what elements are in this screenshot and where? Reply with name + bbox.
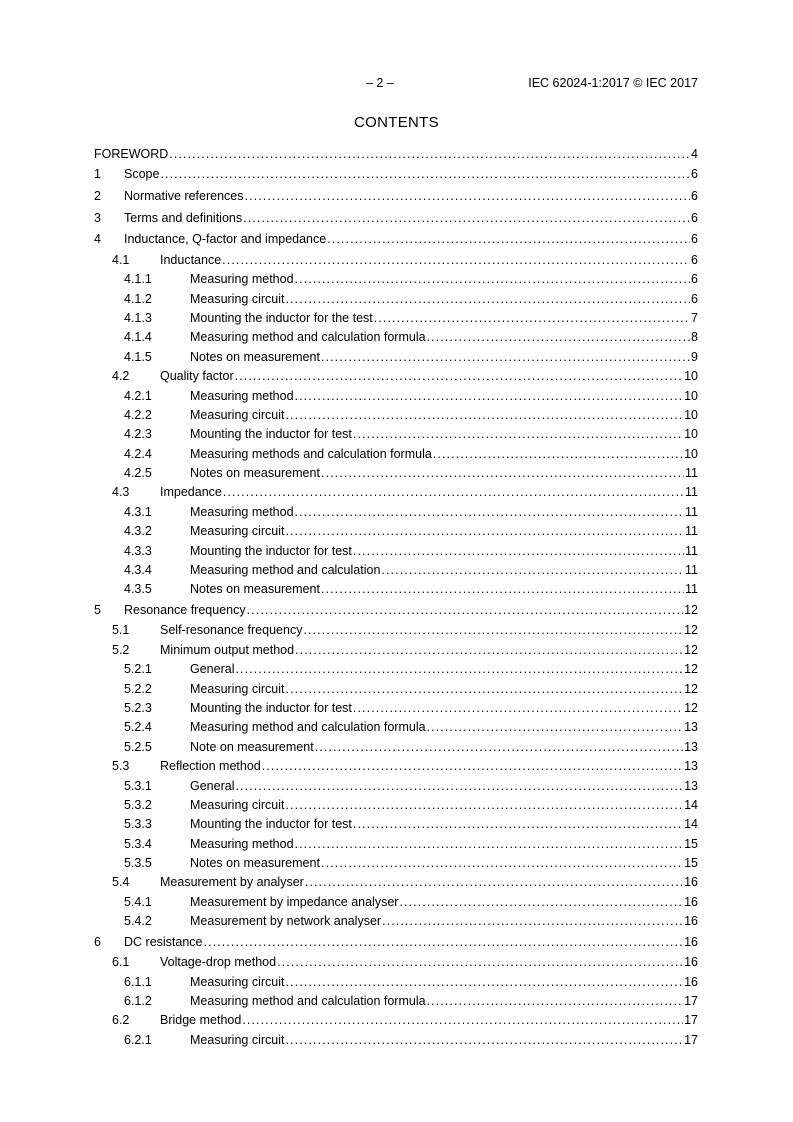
toc-entry-page: 16 [684,974,698,989]
toc-entry-title: Notes on measurement [190,349,320,364]
toc-entry-page: 13 [684,720,698,735]
toc-entry-page: 11 [685,563,698,578]
toc-entry[interactable] [94,580,698,599]
toc-entry-number: 1 [94,167,101,182]
toc-leader-dots [285,796,683,815]
page-title: CONTENTS [354,114,439,131]
toc-entry[interactable] [94,445,698,464]
toc-entry-line [160,483,698,502]
toc-leader-dots [381,561,684,580]
toc-entry-title: General [190,662,235,677]
toc-entry-number: 5.3.5 [124,856,152,871]
toc-entry-title: Measuring circuit [190,407,285,422]
toc-entry-page: 13 [684,778,698,793]
toc-leader-dots [169,145,690,164]
toc-entry[interactable] [94,328,698,347]
toc-entry[interactable] [94,290,698,309]
toc-entry-page: 6 [691,188,698,203]
toc-entry-number: 5.2.2 [124,681,152,696]
toc-entry-title: Measuring circuit [190,1032,285,1047]
toc-entry-line [190,561,698,580]
toc-leader-dots [277,953,683,972]
toc-entry-title: Measuring method and calculation [190,563,381,578]
toc-leader-dots [235,367,683,386]
toc-entry[interactable] [94,367,698,386]
toc-leader-dots [285,406,683,425]
toc-entry-page: 15 [684,836,698,851]
toc-entry-line [190,503,698,522]
toc-entry-page: 10 [684,427,698,442]
toc-entry[interactable] [94,348,698,367]
toc-entry-page: 12 [684,602,698,617]
toc-entry-number: 4.1.5 [124,349,152,364]
toc-entry-page: 6 [691,210,698,225]
toc-entry[interactable] [94,186,698,208]
toc-entry-title: Minimum output method [160,642,295,657]
toc-leader-dots [295,270,691,289]
toc-entry-page: 17 [684,994,698,1009]
toc-entry-title: Note on measurement [190,739,314,754]
toc-entry-page: 6 [691,167,698,182]
toc-leader-dots [427,718,684,737]
toc-entry-page: 11 [685,485,698,500]
toc-entry-title: Measuring method [190,504,294,519]
toc-entry[interactable] [94,406,698,425]
toc-entry-number: 5.2.1 [124,662,152,677]
toc-entry-page: 12 [684,642,698,657]
toc-entry-title: Inductance [160,252,222,267]
toc-entry-title: Measuring circuit [190,524,285,539]
toc-entry-page: 17 [684,1013,698,1028]
toc-entry-title: Measuring methods and calculation formula [190,446,432,461]
toc-entry-line [160,251,698,270]
toc-entry-line [160,873,698,892]
toc-entry-title: Inductance, Q-factor and impedance [124,232,327,247]
toc-entry-page: 17 [684,1032,698,1047]
toc-entry-page: 11 [685,543,698,558]
toc-leader-dots [160,164,690,186]
toc-entry-page: 16 [684,955,698,970]
toc-entry[interactable] [94,208,698,230]
toc-entry-line [190,992,698,1011]
toc-entry-number: 5.4.2 [124,914,152,929]
toc-entry-line [190,406,698,425]
toc-entry[interactable] [94,757,698,776]
toc-entry-line [190,777,698,796]
toc-leader-dots [374,309,690,328]
toc-entry-line [124,208,698,230]
toc-entry-title: Impedance [160,485,222,500]
toc-entry-page: 12 [684,623,698,638]
toc-leader-dots [285,973,683,992]
toc-entry-line [190,796,698,815]
toc-entry[interactable] [94,992,698,1011]
toc-entry-page: 6 [691,291,698,306]
toc-leader-dots [433,445,683,464]
toc-entry-line [190,660,698,679]
toc-entry[interactable] [94,164,698,186]
toc-entry-line [190,348,698,367]
toc-leader-dots [321,348,690,367]
toc-entry[interactable] [94,953,698,972]
toc-entry-line [124,932,698,954]
toc-entry-number: 4.3.2 [124,524,152,539]
toc-entry-number: 4.3.5 [124,582,152,597]
toc-entry-line [190,387,698,406]
toc-entry[interactable] [94,425,698,444]
toc-entry[interactable] [94,699,698,718]
toc-leader-dots [247,600,683,622]
toc-entry[interactable] [94,464,698,483]
toc-entry-line [190,718,698,737]
toc-entry[interactable] [94,503,698,522]
toc-entry-line [190,680,698,699]
toc-entry-number: 4.3.1 [124,504,152,519]
toc-entry-line [160,757,698,776]
toc-entry-line [124,164,698,186]
toc-entry[interactable] [94,660,698,679]
toc-entry-page: 11 [685,504,698,519]
toc-entry-line [190,425,698,444]
toc-entry-number: 5.3 [112,759,130,774]
toc-entry-line [190,580,698,599]
toc-entry-title: Measuring method and calculation formula [190,994,426,1009]
toc-entry[interactable] [94,641,698,660]
toc-entry-line [160,1011,698,1030]
toc-entry-title: Mounting the inductor for test [190,817,352,832]
toc-entry[interactable] [94,145,698,164]
toc-entry-line [190,522,698,541]
toc-entry[interactable] [94,561,698,580]
toc-entry-page: 11 [685,524,698,539]
toc-entry-line [190,738,698,757]
toc-entry-number: 4.2.5 [124,466,152,481]
toc-entry-title: Voltage-drop method [160,955,277,970]
toc-leader-dots [427,328,691,347]
toc-entry-page: 10 [684,407,698,422]
toc-entry-title: Measuring method and calculation formula [190,330,426,345]
toc-entry-page: 11 [685,466,698,481]
toc-entry-number: 5.3.1 [124,778,152,793]
toc-entry-number: 4.3.4 [124,563,152,578]
toc-leader-dots [295,835,684,854]
toc-entry-page: 16 [684,875,698,890]
toc-entry-title: General [190,778,235,793]
toc-entry[interactable] [94,932,698,954]
toc-entry-title: Notes on measurement [190,856,320,871]
toc-entry-number: 6.1 [112,955,130,970]
toc-entry-line [160,953,698,972]
toc-entry-page: 6 [691,252,698,267]
standard-identifier: IEC 62024-1:2017 © IEC 2017 [528,76,698,90]
toc-leader-dots [315,738,683,757]
toc-entry-page: 14 [684,817,698,832]
toc-entry-number: 6.2.1 [124,1032,152,1047]
toc-entry-title: Measurement by impedance analyser [190,894,399,909]
toc-leader-dots [242,1011,683,1030]
table-of-contents [94,145,698,1050]
toc-entry[interactable] [94,270,698,289]
toc-entry-number: 5.3.2 [124,797,152,812]
toc-entry[interactable] [94,1011,698,1030]
toc-entry-line [190,445,698,464]
toc-entry[interactable] [94,796,698,815]
toc-entry-number: 4.2.2 [124,407,152,422]
toc-entry-number: 6.1.1 [124,974,152,989]
toc-entry-number: 5.2 [112,642,130,657]
toc-entry-number: 5.3.3 [124,817,152,832]
toc-leader-dots [305,873,683,892]
toc-leader-dots [353,815,683,834]
toc-entry-number: 4.2.1 [124,388,152,403]
toc-leader-dots [235,777,683,796]
toc-entry-line [190,854,698,873]
toc-entry-title: Measuring circuit [190,974,285,989]
toc-entry[interactable] [94,912,698,931]
toc-entry-page: 15 [684,856,698,871]
toc-entry[interactable] [94,893,698,912]
toc-leader-dots [262,757,683,776]
toc-leader-dots [353,425,683,444]
toc-entry-title: Reflection method [160,759,261,774]
toc-entry-title: Measurement by analyser [160,875,304,890]
page-header [94,76,698,92]
toc-entry-number: 5.2.4 [124,720,152,735]
toc-entry-line [190,699,698,718]
toc-entry-line [124,229,698,251]
toc-entry-line [160,367,698,386]
toc-entry-number: 5.4.1 [124,894,152,909]
toc-entry-title: Measuring circuit [190,681,285,696]
toc-entry[interactable] [94,522,698,541]
toc-leader-dots [353,699,683,718]
toc-entry-number: 2 [94,188,101,203]
toc-leader-dots [285,1031,683,1050]
toc-entry-page: 6 [691,232,698,247]
toc-leader-dots [204,932,684,954]
toc-entry-title: Self-resonance frequency [160,623,303,638]
toc-leader-dots [321,464,684,483]
toc-entry[interactable] [94,738,698,757]
toc-leader-dots [285,680,683,699]
toc-entry[interactable] [94,1031,698,1050]
toc-entry-title: Mounting the inductor for test [190,543,352,558]
toc-entry-page: 4 [691,147,698,161]
toc-entry-page: 10 [684,388,698,403]
toc-entry-title: Bridge method [160,1013,242,1028]
toc-entry-page: 11 [685,582,698,597]
toc-entry-title: Measuring method and calculation formula [190,720,426,735]
toc-entry[interactable] [94,251,698,270]
toc-entry-title: Normative references [124,188,244,203]
toc-entry-line [160,641,698,660]
toc-entry-line [190,309,698,328]
toc-leader-dots [303,621,683,640]
toc-entry[interactable] [94,854,698,873]
toc-entry-number: 5.2.3 [124,700,152,715]
toc-entry-page: 12 [684,662,698,677]
toc-leader-dots [295,387,684,406]
toc-entry-title: Notes on measurement [190,582,320,597]
toc-entry-page: 14 [684,797,698,812]
toc-entry-page: 13 [684,739,698,754]
toc-entry-number: 5.1 [112,623,130,638]
toc-entry[interactable] [94,835,698,854]
toc-leader-dots [382,912,683,931]
toc-entry-number: 6.1.2 [124,994,152,1009]
toc-entry-page: 16 [684,934,698,949]
toc-entry-number: 6 [94,934,101,949]
toc-entry-number: 4.1.4 [124,330,152,345]
toc-entry[interactable] [94,600,698,622]
toc-leader-dots [427,992,684,1011]
toc-entry-title: Mounting the inductor for test [190,427,352,442]
toc-entry[interactable] [94,483,698,502]
toc-entry-line [124,600,698,622]
toc-entry-page: 13 [684,759,698,774]
toc-leader-dots [243,208,690,230]
toc-entry-page: 9 [691,349,698,364]
toc-entry-title: Measuring circuit [190,797,285,812]
toc-entry-page: 7 [691,310,698,325]
toc-entry-page: 12 [684,700,698,715]
toc-entry-number: 4.3 [112,485,130,500]
toc-entry[interactable] [94,309,698,328]
toc-entry-number: 4.1 [112,252,130,267]
toc-entry-page: 12 [684,681,698,696]
toc-entry[interactable] [94,542,698,561]
toc-entry-line [190,290,698,309]
toc-entry-number: 4.2.3 [124,427,152,442]
toc-entry-title: Measurement by network analyser [190,914,382,929]
page-number: – 2 – [366,76,394,90]
toc-entry-title: Measuring circuit [190,291,285,306]
toc-entry[interactable] [94,815,698,834]
toc-leader-dots [285,522,684,541]
toc-entry-number: 4 [94,232,101,247]
toc-entry-line [190,542,698,561]
toc-entry[interactable] [94,777,698,796]
toc-entry-number: 4.1.1 [124,272,152,287]
toc-entry-number: 4.1.2 [124,291,152,306]
toc-entry[interactable] [94,718,698,737]
toc-entry-page: 10 [684,446,698,461]
toc-entry[interactable] [94,873,698,892]
toc-entry-number: 5 [94,602,101,617]
toc-leader-dots [327,229,690,251]
toc-entry-page: 8 [691,330,698,345]
toc-leader-dots [285,290,690,309]
toc-entry-title: Quality factor [160,369,234,384]
toc-entry-title: Notes on measurement [190,466,320,481]
toc-entry-title: DC resistance [124,934,203,949]
toc-entry-title: Measuring method [190,272,294,287]
toc-leader-dots [353,542,684,561]
toc-entry-title: Measuring method [190,836,294,851]
toc-entry[interactable] [94,973,698,992]
toc-leader-dots [321,854,683,873]
toc-entry-line [190,912,698,931]
toc-leader-dots [399,893,683,912]
toc-leader-dots [245,186,691,208]
toc-entry-line [160,621,698,640]
toc-entry-page: 16 [684,914,698,929]
toc-entry-line [190,973,698,992]
toc-entry-line [190,464,698,483]
toc-entry-number: 5.3.4 [124,836,152,851]
toc-entry[interactable] [94,387,698,406]
toc-entry-line [190,815,698,834]
toc-entry-title: Terms and definitions [124,210,243,225]
toc-leader-dots [295,503,684,522]
toc-entry[interactable] [94,680,698,699]
toc-entry-number: 5.4 [112,875,130,890]
toc-entry-title: Mounting the inductor for test [190,700,352,715]
toc-leader-dots [223,483,684,502]
toc-entry-number: 4.2.4 [124,446,152,461]
toc-entry-line [190,270,698,289]
toc-leader-dots [295,641,683,660]
toc-entry-page: 6 [691,272,698,287]
toc-entry-title: Measuring method [190,388,294,403]
toc-entry-line [190,328,698,347]
toc-entry-page: 16 [684,894,698,909]
toc-entry-number: 4.1.3 [124,310,152,325]
toc-entry-line [124,186,698,208]
toc-entry-page: 10 [684,369,698,384]
toc-entry-line [190,1031,698,1050]
toc-entry-line [190,835,698,854]
toc-entry-number: 6.2 [112,1013,130,1028]
toc-entry-number: 5.2.5 [124,739,152,754]
toc-leader-dots [235,660,683,679]
toc-entry-title: Scope [124,167,160,182]
toc-entry-title: Resonance frequency [124,602,246,617]
toc-entry-title: FOREWORD [94,147,169,161]
toc-leader-dots [321,580,684,599]
toc-entry[interactable] [94,621,698,640]
toc-entry-number: 4.3.3 [124,543,152,558]
toc-entry-number: 4.2 [112,369,130,384]
toc-entry-line [190,893,698,912]
toc-entry-number: 3 [94,210,101,225]
toc-entry-title: Mounting the inductor for the test [190,310,373,325]
toc-leader-dots [222,251,690,270]
toc-entry[interactable] [94,229,698,251]
toc-entry-line [94,145,698,164]
